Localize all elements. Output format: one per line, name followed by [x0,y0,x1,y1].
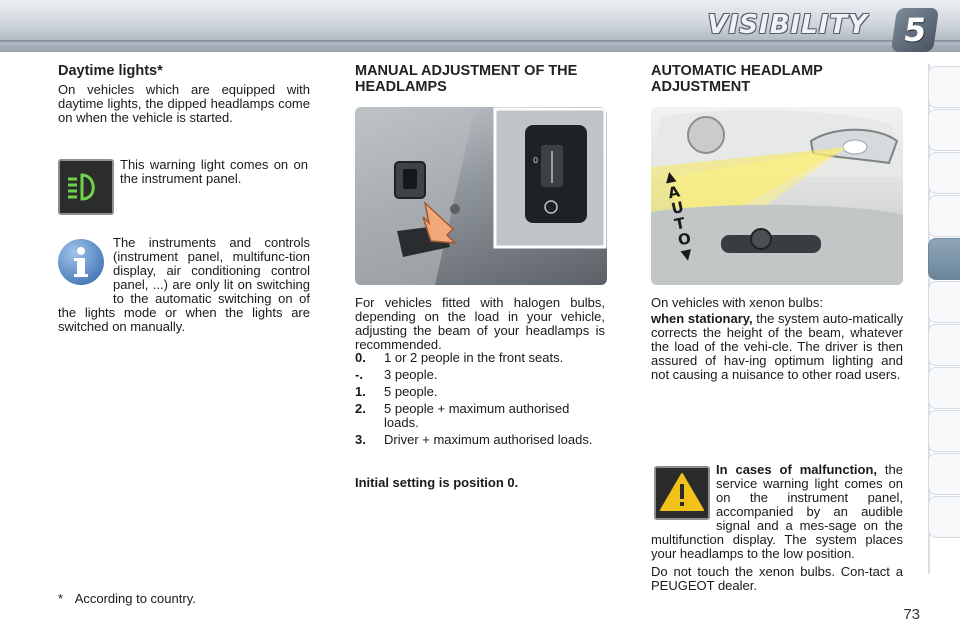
position-label: 3. [355,432,366,447]
chapter-tab[interactable] [928,66,960,108]
position-label: 2. [355,401,366,416]
chapter-tab[interactable] [928,152,960,194]
stationary-paragraph [651,312,903,382]
manual-dashboard-illustration [355,107,607,285]
chapter-tab[interactable] [928,109,960,151]
position-label: 1. [355,384,366,399]
malfunction-block [651,463,903,593]
svg-text:0: 0 [533,156,539,165]
chapter-tab[interactable] [928,496,960,538]
page-number: 73 [903,606,920,623]
down-arrow-icon: ▼ [679,246,694,265]
position-text: 5 people + maximum authorised loads. [384,401,570,430]
daytime-warning-light-icon [58,159,114,215]
header-stripe [0,40,960,44]
position-label: 0. [355,350,366,365]
auto-letter: A [666,182,682,203]
chapter-tab[interactable] [928,195,960,237]
headlamp-green-icon [60,161,112,213]
auto-letter: O [676,229,693,250]
malfunction-float-spacer [651,463,716,533]
footnote-mark: * [58,591,64,606]
chapter-tab[interactable] [928,367,960,409]
chapter-tab[interactable] [928,410,960,452]
manual-intro: For vehicles fitted with halogen bulbs, depending on the load in your vehicle, adjusting the beam of your headlamps is recommended. [355,295,605,352]
initial-setting-note: Initial setting is position 0. [355,475,519,490]
footnote [58,592,258,606]
info-text: The instruments and controls (instrument panel, multifunc-tion display, air conditioning control panel, ...) are only lit on switching to the automatic switching on of the lights mode or when the lights are switched on manually. [58,235,310,334]
xenon-warning: Do not touch the xenon bulbs. Con-tact a PEUGEOT dealer. [651,564,903,593]
manual-adjustment-heading: MANUAL ADJUSTMENT OF THE HEADLAMPS [355,63,578,95]
automatic-adjustment-heading: AUTOMATIC HEADLAMP ADJUSTMENT [651,63,823,95]
position-row [355,385,605,399]
chapter-tabs [928,66,960,572]
position-text: Driver + maximum authorised loads. [384,432,593,447]
daytime-lights-heading: Daytime lights* [58,63,163,79]
malfunction-lead: In cases of malfunction, [716,462,877,477]
position-text: 3 people. [384,367,438,382]
position-text: 5 people. [384,384,438,399]
position-row [355,351,605,365]
auto-letter: U [669,197,686,219]
footnote-text: According to country. [74,591,196,606]
info-block [58,236,310,334]
chapter-tab[interactable] [928,281,960,323]
auto-letter: T [673,213,687,234]
position-text: 1 or 2 people in the front seats. [384,350,564,365]
warning-light-text: This warning light comes on on the instrument panel. [120,157,308,186]
info-float-spacer [58,236,113,294]
chapter-number-badge: 5 [891,8,939,52]
position-row [355,433,605,447]
position-label: -. [355,367,363,382]
chapter-title: VISIBILITY [707,10,868,40]
chapter-tab[interactable] [928,453,960,495]
daytime-lights-intro: On vehicles which are equipped with daytime lights, the dipped headlamps come on when the vehicle is started. [58,82,310,125]
malfunction-text: the service warning light comes on on the instrument panel, accompanied by an audible signal and a mes-sage on the multifunction display. The system places your headlamps to the low position. [651,462,903,561]
manual-control-photo [355,107,607,285]
position-row [355,402,605,430]
stationary-lead: when stationary, [651,311,753,326]
xenon-intro: On vehicles with xenon bulbs: [651,295,823,310]
car-front-photo [651,107,903,285]
chapter-tab-active[interactable] [928,238,960,280]
position-list [355,351,605,450]
position-row [355,368,605,382]
stationary-text: the system auto-matically corrects the height of the beam, whatever the load of the vehi-cle. The driver is then assured of hav-ing optimum lighting and not causing a nuisance to other road users. [651,311,903,382]
up-arrow-icon: ▲ [663,167,678,186]
chapter-tab[interactable] [928,324,960,366]
